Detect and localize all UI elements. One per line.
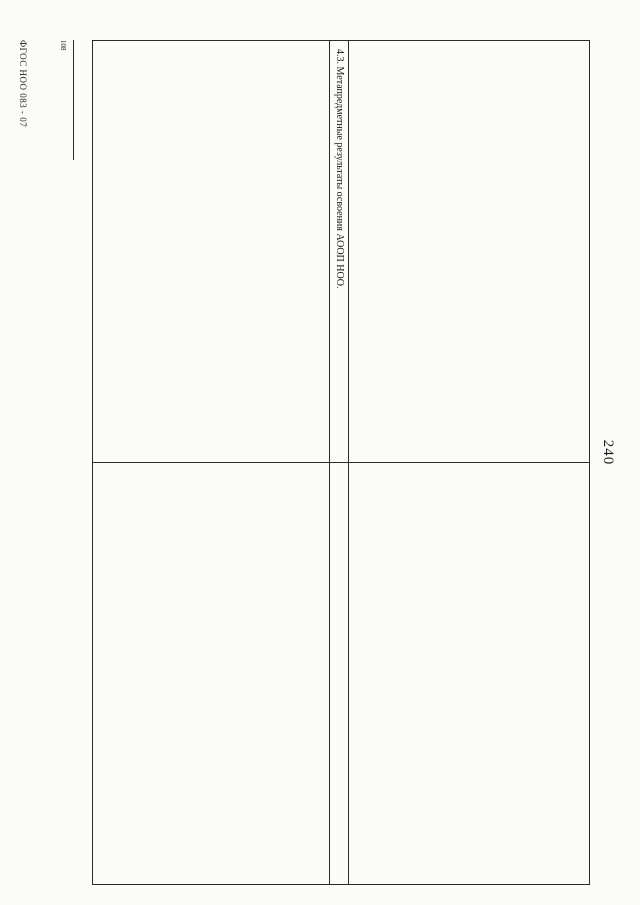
text-line	[418, 49, 427, 454]
text-line	[170, 67, 179, 454]
text-line	[574, 471, 583, 877]
text-line	[550, 489, 559, 877]
text-line	[278, 49, 287, 454]
lower-rows	[93, 41, 329, 884]
text-line	[538, 471, 547, 877]
text-line	[194, 471, 203, 877]
text-line	[182, 49, 191, 454]
text-line	[158, 471, 167, 877]
text-line	[242, 489, 251, 877]
text-line	[314, 489, 323, 877]
text-line	[382, 49, 391, 454]
text-line	[290, 67, 299, 454]
text-line	[490, 489, 499, 877]
text-line	[406, 489, 415, 877]
text-line	[526, 471, 535, 877]
results-table	[92, 40, 590, 885]
text-line	[230, 471, 239, 877]
text-line	[514, 489, 523, 877]
text-line	[394, 471, 403, 877]
text-line	[206, 489, 215, 877]
text-line	[302, 49, 311, 454]
text-line	[146, 67, 155, 454]
text-line	[194, 49, 203, 454]
text-line	[158, 49, 167, 454]
text-line	[418, 471, 427, 877]
text-line	[526, 67, 535, 454]
text-line	[146, 489, 155, 877]
text-line	[394, 67, 403, 454]
text-line	[218, 471, 227, 877]
footnote-marker: 108	[59, 40, 67, 51]
upper-left-column	[349, 41, 589, 463]
text-line	[170, 471, 179, 877]
section-heading-right	[330, 463, 348, 885]
text-line	[230, 49, 239, 454]
text-line	[110, 49, 119, 454]
text-line	[134, 67, 143, 454]
text-line	[406, 49, 415, 454]
lower-left-column	[93, 41, 329, 463]
text-line	[466, 67, 475, 454]
text-line	[478, 471, 487, 877]
text-line	[382, 471, 391, 877]
text-line	[454, 49, 463, 454]
text-line	[278, 489, 287, 877]
text-line	[206, 67, 215, 454]
text-line	[466, 471, 475, 877]
text-line	[266, 67, 275, 454]
text-line	[562, 49, 571, 454]
text-line	[430, 67, 439, 454]
text-line	[538, 49, 547, 454]
text-line	[514, 49, 523, 454]
text-line	[290, 471, 299, 877]
text-line	[490, 49, 499, 454]
text-line	[218, 49, 227, 454]
upper-section	[348, 41, 589, 884]
footnote	[42, 40, 68, 885]
text-line	[550, 67, 559, 454]
text-line	[442, 49, 451, 454]
text-line	[122, 489, 131, 877]
text-line	[562, 489, 571, 877]
text-line	[442, 471, 451, 877]
footnote-rule	[73, 40, 74, 160]
text-line	[254, 471, 263, 877]
text-line	[502, 67, 511, 454]
text-line	[134, 471, 143, 877]
lower-right-column	[93, 463, 329, 885]
text-line	[242, 67, 251, 454]
text-line	[182, 489, 191, 877]
text-line	[254, 49, 263, 454]
text-line	[110, 471, 119, 877]
text-line	[314, 67, 323, 454]
text-line	[302, 471, 311, 877]
page-number: 240	[600, 439, 616, 466]
section-heading-row	[329, 41, 348, 884]
text-line	[430, 489, 439, 877]
section-heading: 4.3. Метапредметные результаты освоения АООП НОО.	[330, 41, 348, 463]
text-line	[266, 471, 275, 877]
text-line	[502, 471, 511, 877]
text-line	[454, 489, 463, 877]
text-line	[574, 49, 583, 454]
document-code: ФГОС НОО 083 - 07	[18, 40, 28, 128]
text-line	[478, 49, 487, 454]
lower-section	[93, 41, 348, 884]
text-line	[122, 49, 131, 454]
upper-right-column	[349, 463, 589, 885]
